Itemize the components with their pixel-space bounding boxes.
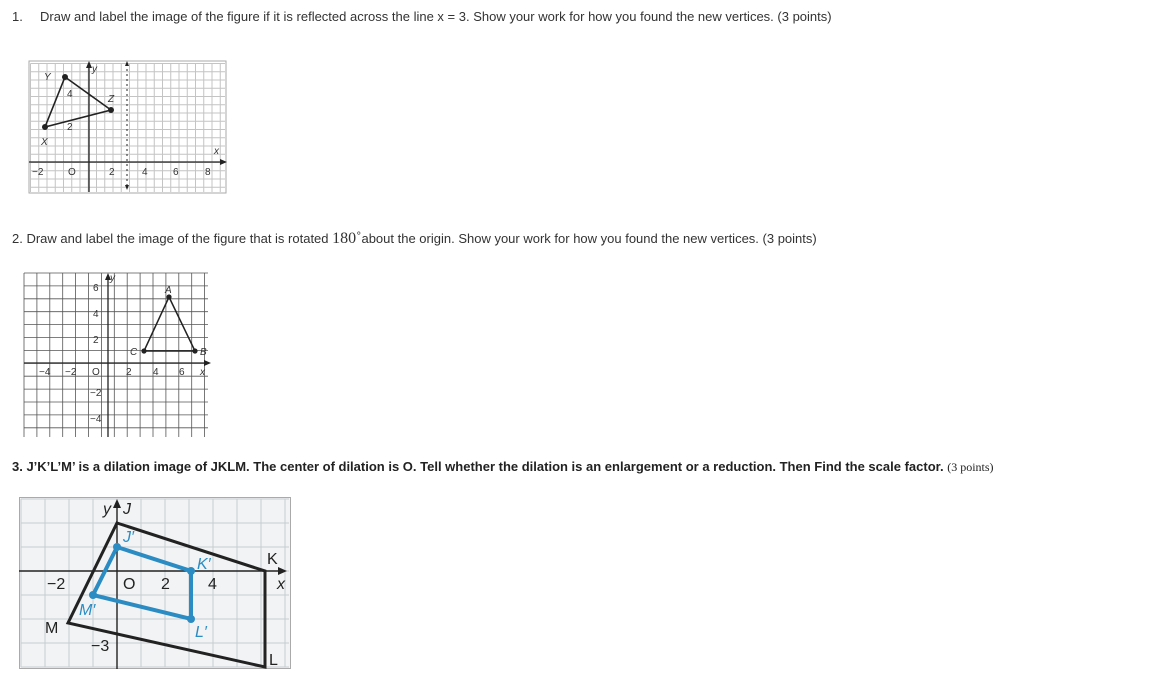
y-axis-label: y [92, 64, 97, 75]
y-axis-label: y [110, 273, 115, 284]
y-axis-label: y [103, 501, 111, 518]
x-tick-2: 2 [126, 367, 132, 378]
y-tick-2: 2 [67, 122, 73, 133]
vertex-label-k-prime: K′ [197, 556, 211, 573]
tick-label-neg2: −2 [47, 576, 66, 593]
tick-label-origin: O [123, 576, 136, 593]
vertex-k-prime [187, 567, 195, 575]
x-tick-2: 2 [109, 167, 115, 178]
x-axis-label: x [214, 146, 219, 157]
vertex-label-x: X [41, 137, 48, 148]
vertex-m-prime [89, 591, 97, 599]
question-3-points: (3 points) [947, 460, 994, 474]
question-1-prompt: Draw and label the image of the figure if it is reflected across the line x = 3. Show your work for how you found the new vertices. (3 points) [40, 9, 832, 24]
x-tick-6: 6 [179, 367, 185, 378]
tick-label-2: 2 [161, 576, 170, 593]
vertex-x [42, 124, 48, 130]
x-tick-neg2: −2 [65, 367, 77, 378]
vertex-label-j: J [123, 501, 131, 518]
y-tick-4: 4 [93, 309, 99, 320]
tick-label-neg3: −3 [91, 638, 110, 655]
x-tick-8: 8 [205, 167, 211, 178]
question-3-graph [19, 497, 291, 669]
vertex-label-l-prime: L′ [195, 624, 207, 641]
vertex-label-m: M [45, 620, 59, 637]
x-tick-origin: O [92, 367, 100, 378]
vertex-label-z: Z [108, 94, 115, 105]
vertex-label-c: C [130, 347, 138, 358]
x-axis-label: x [200, 367, 205, 378]
y-tick-neg2: −2 [90, 388, 102, 399]
vertex-j-prime [113, 543, 121, 551]
vertex-z [108, 107, 114, 113]
vertex-label-y: Y [44, 72, 51, 83]
question-2-degrees: 180˚ [332, 230, 362, 247]
vertex-label-m-prime: M′ [79, 602, 96, 619]
question-2-graph [22, 271, 212, 439]
y-tick-2: 2 [93, 335, 99, 346]
tick-label-4: 4 [208, 576, 217, 593]
y-tick-4: 4 [67, 89, 73, 100]
question-2-prompt-start: 2. Draw and label the image of the figure that is rotated [12, 231, 333, 246]
vertex-label-l: L [269, 652, 278, 669]
vertex-b [192, 348, 197, 353]
y-tick-6: 6 [93, 283, 99, 294]
x-tick-neg2: −2 [32, 167, 44, 178]
x-tick-4: 4 [142, 167, 148, 178]
question-1-graph [28, 58, 228, 198]
question-1-number: 1. [12, 9, 23, 24]
x-axis-label: x [277, 576, 285, 593]
question-1-text [12, 9, 832, 24]
question-3-text [12, 459, 994, 475]
vertex-y [62, 74, 68, 80]
vertex-c [141, 348, 146, 353]
vertex-label-a: A [165, 285, 172, 296]
x-tick-neg4: −4 [39, 367, 51, 378]
x-tick-4: 4 [153, 367, 159, 378]
vertex-l-prime [187, 615, 195, 623]
vertex-label-b: B [200, 347, 207, 358]
question-3-prompt: 3. J’K’L’M’ is a dilation image of JKLM. The center of dilation is O. Tell whether the dilation is an enlargement or a reduction. Then Find the scale factor. [12, 459, 944, 474]
vertex-label-k: K [267, 551, 278, 568]
triangle-abc [144, 297, 195, 351]
y-tick-neg4: −4 [90, 414, 102, 425]
x-tick-6: 6 [173, 167, 179, 178]
question-2-prompt-end: about the origin. Show your work for how you found the new vertices. (3 points) [361, 231, 817, 246]
vertex-label-j-prime: J′ [123, 529, 134, 546]
x-tick-origin: O [68, 167, 76, 178]
question-2-text [12, 230, 817, 248]
